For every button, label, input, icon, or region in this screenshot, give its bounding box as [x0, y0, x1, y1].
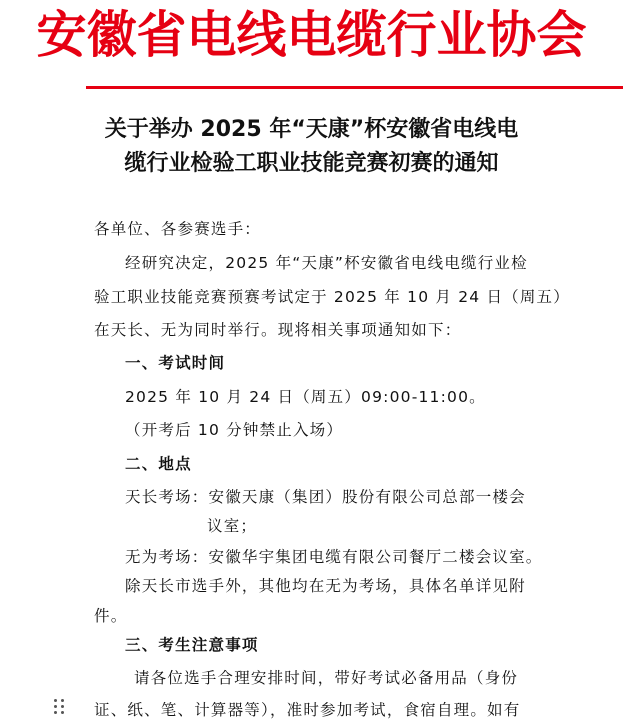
late-entry-note: （开考后 10 分钟禁止入场）	[125, 421, 344, 439]
intro-line-3: 在天长、无为同时举行。现将相关事项通知如下：	[94, 321, 462, 339]
drag-dot	[54, 711, 57, 714]
section-3-heading: 三、考生注意事项	[125, 636, 259, 654]
salutation: 各单位、各参赛选手：	[94, 220, 262, 238]
tianchang-venue-line-2: 议室；	[207, 517, 258, 535]
drag-dot	[61, 705, 64, 708]
drag-dot	[54, 705, 57, 708]
drag-dot	[61, 699, 64, 702]
venue-note-line-1: 除天长市选手外，其他均在无为考场，具体名单详见附	[125, 577, 526, 595]
intro-line-2: 验工职业技能竞赛预赛考试定于 2025 年 10 月 24 日（周五）	[94, 288, 570, 306]
notice-title-line-1: 关于举办 2025 年“天康”杯安徽省电线电	[104, 117, 519, 142]
venue-note-line-2: 件。	[94, 607, 128, 625]
drag-dot	[54, 699, 57, 702]
drag-dot	[61, 711, 64, 714]
red-header-rule	[86, 86, 623, 89]
wuwei-venue: 无为考场：安徽华宇集团电缆有限公司餐厅二楼会议室。	[125, 548, 543, 566]
tianchang-venue-line-1: 天长考场：安徽天康（集团）股份有限公司总部一楼会	[125, 488, 526, 506]
exam-time: 2025 年 10 月 24 日（周五）09:00-11:00。	[125, 388, 486, 406]
notice-line-1: 请各位选手合理安排时间，带好考试必备用品（身份	[134, 669, 519, 687]
drag-handle-icon[interactable]	[54, 699, 66, 717]
section-1-heading: 一、考试时间	[125, 354, 226, 372]
masthead-title: 安徽省电线电缆行业协会	[36, 5, 587, 64]
section-2-heading: 二、地点	[125, 455, 192, 473]
intro-line-1: 经研究决定，2025 年“天康”杯安徽省电线电缆行业检	[125, 254, 528, 272]
notice-title-line-2: 缆行业检验工职业技能竞赛初赛的通知	[124, 151, 499, 176]
notice-line-2: 证、纸、笔、计算器等），准时参加考试，食宿自理。如有	[94, 701, 521, 719]
